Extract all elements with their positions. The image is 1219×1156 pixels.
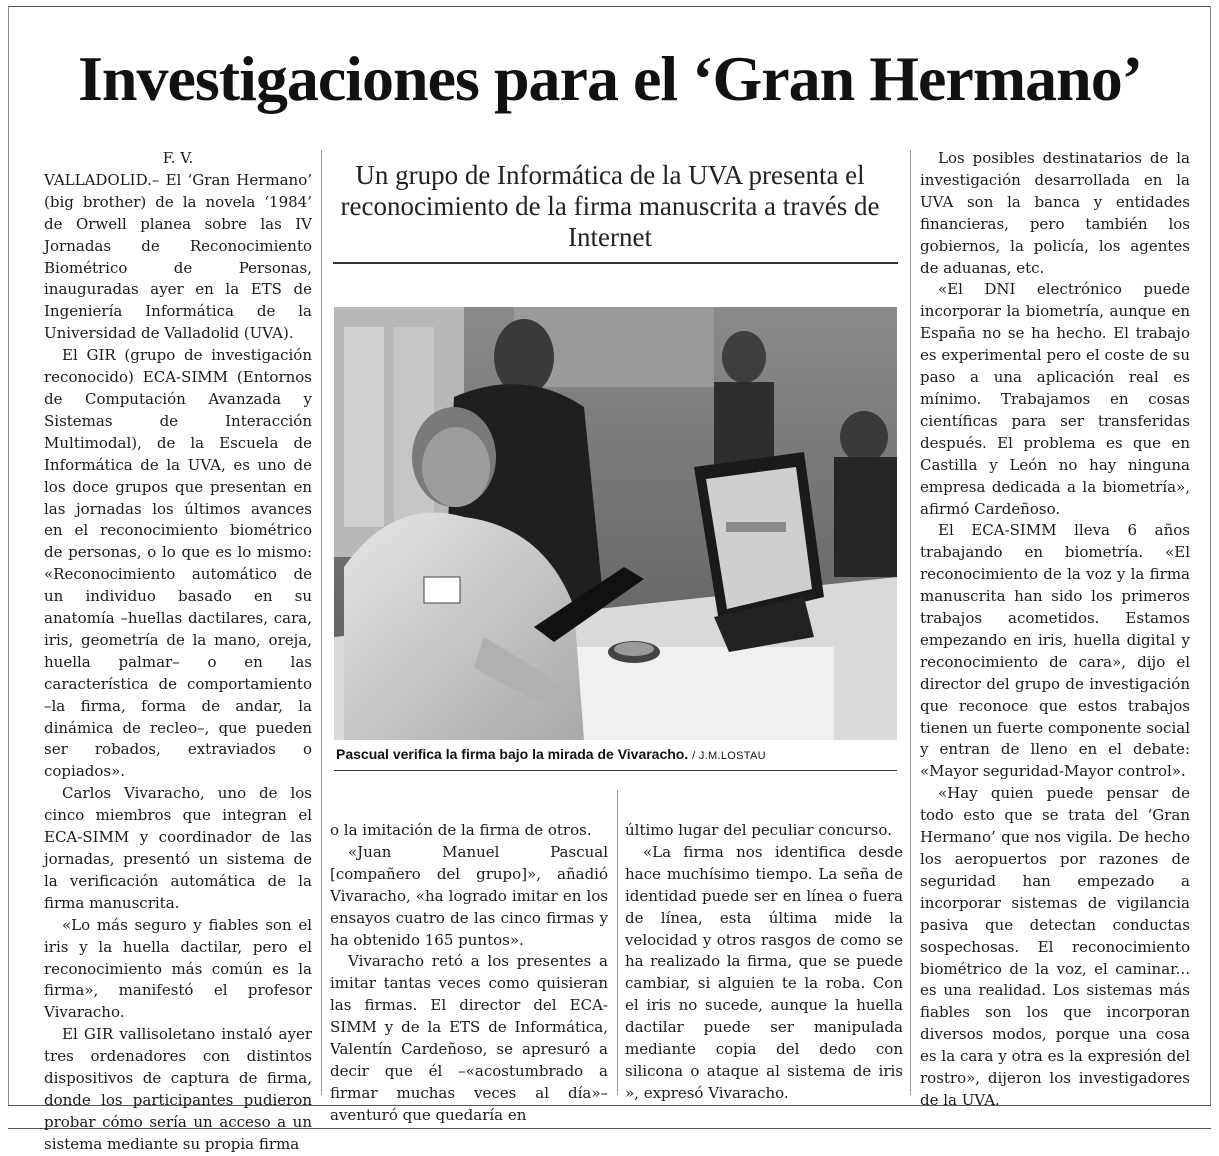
paragraph: «El DNI electrónico puede incorporar la biometría, aunque en España no se ha hecho. El trabajo es experimental pero el coste de su paso a una aplicación real es mínimo. Trabajamos en cosas científicas para ser transferidas después. El problema es que en Castilla y León no hay ninguna empresa dedicada a la biometría», afirmó Cardeñoso. [920,280,1190,518]
paragraph: Carlos Vivaracho, uno de los cinco miembros que integran el ECA-SIMM y coordinador de las jornadas, presentó un sistema de la verificación automática de la firma manuscrita. [44,784,312,912]
caption-text: Pascual verifica la firma bajo la mirada de Vivaracho. [336,746,689,762]
paragraph: o la imitación de la firma de otros. [330,821,592,839]
right-border [1210,6,1211,1106]
article-column-3 [625,820,903,1105]
left-border [8,6,9,1106]
paragraph: Los posibles destinatarios de la investigación desarrollada en la UVA son la banca y entidades financieras, pero también los gobiernos, la policía, los agentes de aduanas, etc. [920,149,1190,277]
news-photo [334,307,897,740]
paragraph: El GIR vallisoletano instaló ayer tres ordenadores con distintos dispositivos de captura de firma, donde los participantes pudieron probar cómo sería un acceso a un sistema mediante su propia firma [44,1025,312,1153]
top-border [8,6,1211,7]
paragraph: último lugar del peculiar concurso. [625,821,892,839]
column-divider [910,150,911,1095]
paragraph: «La firma nos identifica desde hace muchísimo tiempo. La seña de identidad puede ser en línea o fuera de línea, esta última mide la velocidad y otros rasgos de como se ha realizado la firma, que se puede cambiar, si alguien te la roba. Con el iris no sucede, aunque la huella dactilar puede ser manipulada mediante copia del dedo con silicona o ataque al sistema de iris », expresó Vivaracho. [625,842,903,1102]
caption-rule [334,770,897,771]
headline: Investigaciones para el ‘Gran Hermano’ [77,43,1143,114]
paragraph: Vivaracho retó a los presentes a imitar tantas veces como quisieran las firmas. El director del ECA-SIMM y de la ETS de Informática, Valentín Cardeñoso, se apresuró a decir que él –«acostumbrado a firmar muchas veces al día»– aventuró que quedaría en [330,952,608,1124]
paragraph: El ECA-SIMM lleva 6 años trabajando en biometría. «El reconocimiento de la voz y la firma manuscrita han sido los primeros trabajos acometidos. Estamos empezando en iris, huella digital y reconocimiento de cara», dijo el director del grupo de investigación que reconoce que estos trabajos tienen un fuerte componente social y entran de lleno en el debate: «Mayor seguridad-Mayor control». [920,521,1190,781]
paragraph: El GIR (grupo de investigación reconocido) ECA-SIMM (Entornos de Computación Avanzada y Sistemas de Interacción Multimodal), de la Escuela de Informática de la UVA, es uno de los doce grupos que presentan en las jornadas los últimos avances en el reconocimiento biométrico de personas, o lo que es lo mismo: «Reconocimiento automático de un individuo basado en su anatomía –huellas dactilares, cara, iris, geometría de la mano, oreja, huella palmar– o en las característica de comportamiento –la firma, forma de andar, la dinámica de recleo–, que pueden ser robados, extraviados o copiados». [44,346,312,781]
subheadline: Un grupo de Informática de la UVA presenta el reconocimiento de la firma manuscrita a través de Internet [340,160,880,252]
paragraph: VALLADOLID.– El ‘Gran Hermano’ (big brother) de la novela ‘1984’ de Orwell planea sobre las IV Jornadas de Reconocimiento Biométrico de Personas, inauguradas ayer en la ETS de Ingeniería Informática de la Universidad de Valladolid (UVA). [44,170,312,343]
subheadline-rule [333,262,898,264]
photo-illustration [334,307,897,740]
paragraph: «Lo más seguro y fiables son el iris y la huella dactilar, pero el reconocimiento más común es la firma», manifestó el profesor Vivaracho. [44,915,312,1022]
article-column-1 [44,148,312,1156]
photo-credit: / J.M.LOSTAU [692,750,766,762]
article-column-4 [920,148,1190,1112]
photo-caption [336,745,896,765]
column-divider [617,790,618,1095]
paragraph: «Juan Manuel Pascual [compañero del grupo]», añadió Vivaracho, «ha logrado imitar en los ensayos cuatro de las cinco firmas y ha obtenido 165 puntos». [330,842,608,949]
article-column-2 [330,820,608,1127]
byline: F. V. [162,149,194,167]
paragraph: «Hay quien puede pensar de todo esto que se trata del ‘Gran Hermano’ que nos vigila. De hecho los aeropuertos por razones de seguridad han empezado a incorporar sistemas de vigilancia pasiva que detectan conductas sospechosas. El reconocimiento biométrico de la voz, el caminar... es una realidad. Los sistemas más fiables son los que incorporan diversos modos, porque una cosa es la cara y otra es la expresión del rostro», dijeron los investigadores de la UVA. [920,784,1190,1109]
column-divider [321,150,322,1095]
